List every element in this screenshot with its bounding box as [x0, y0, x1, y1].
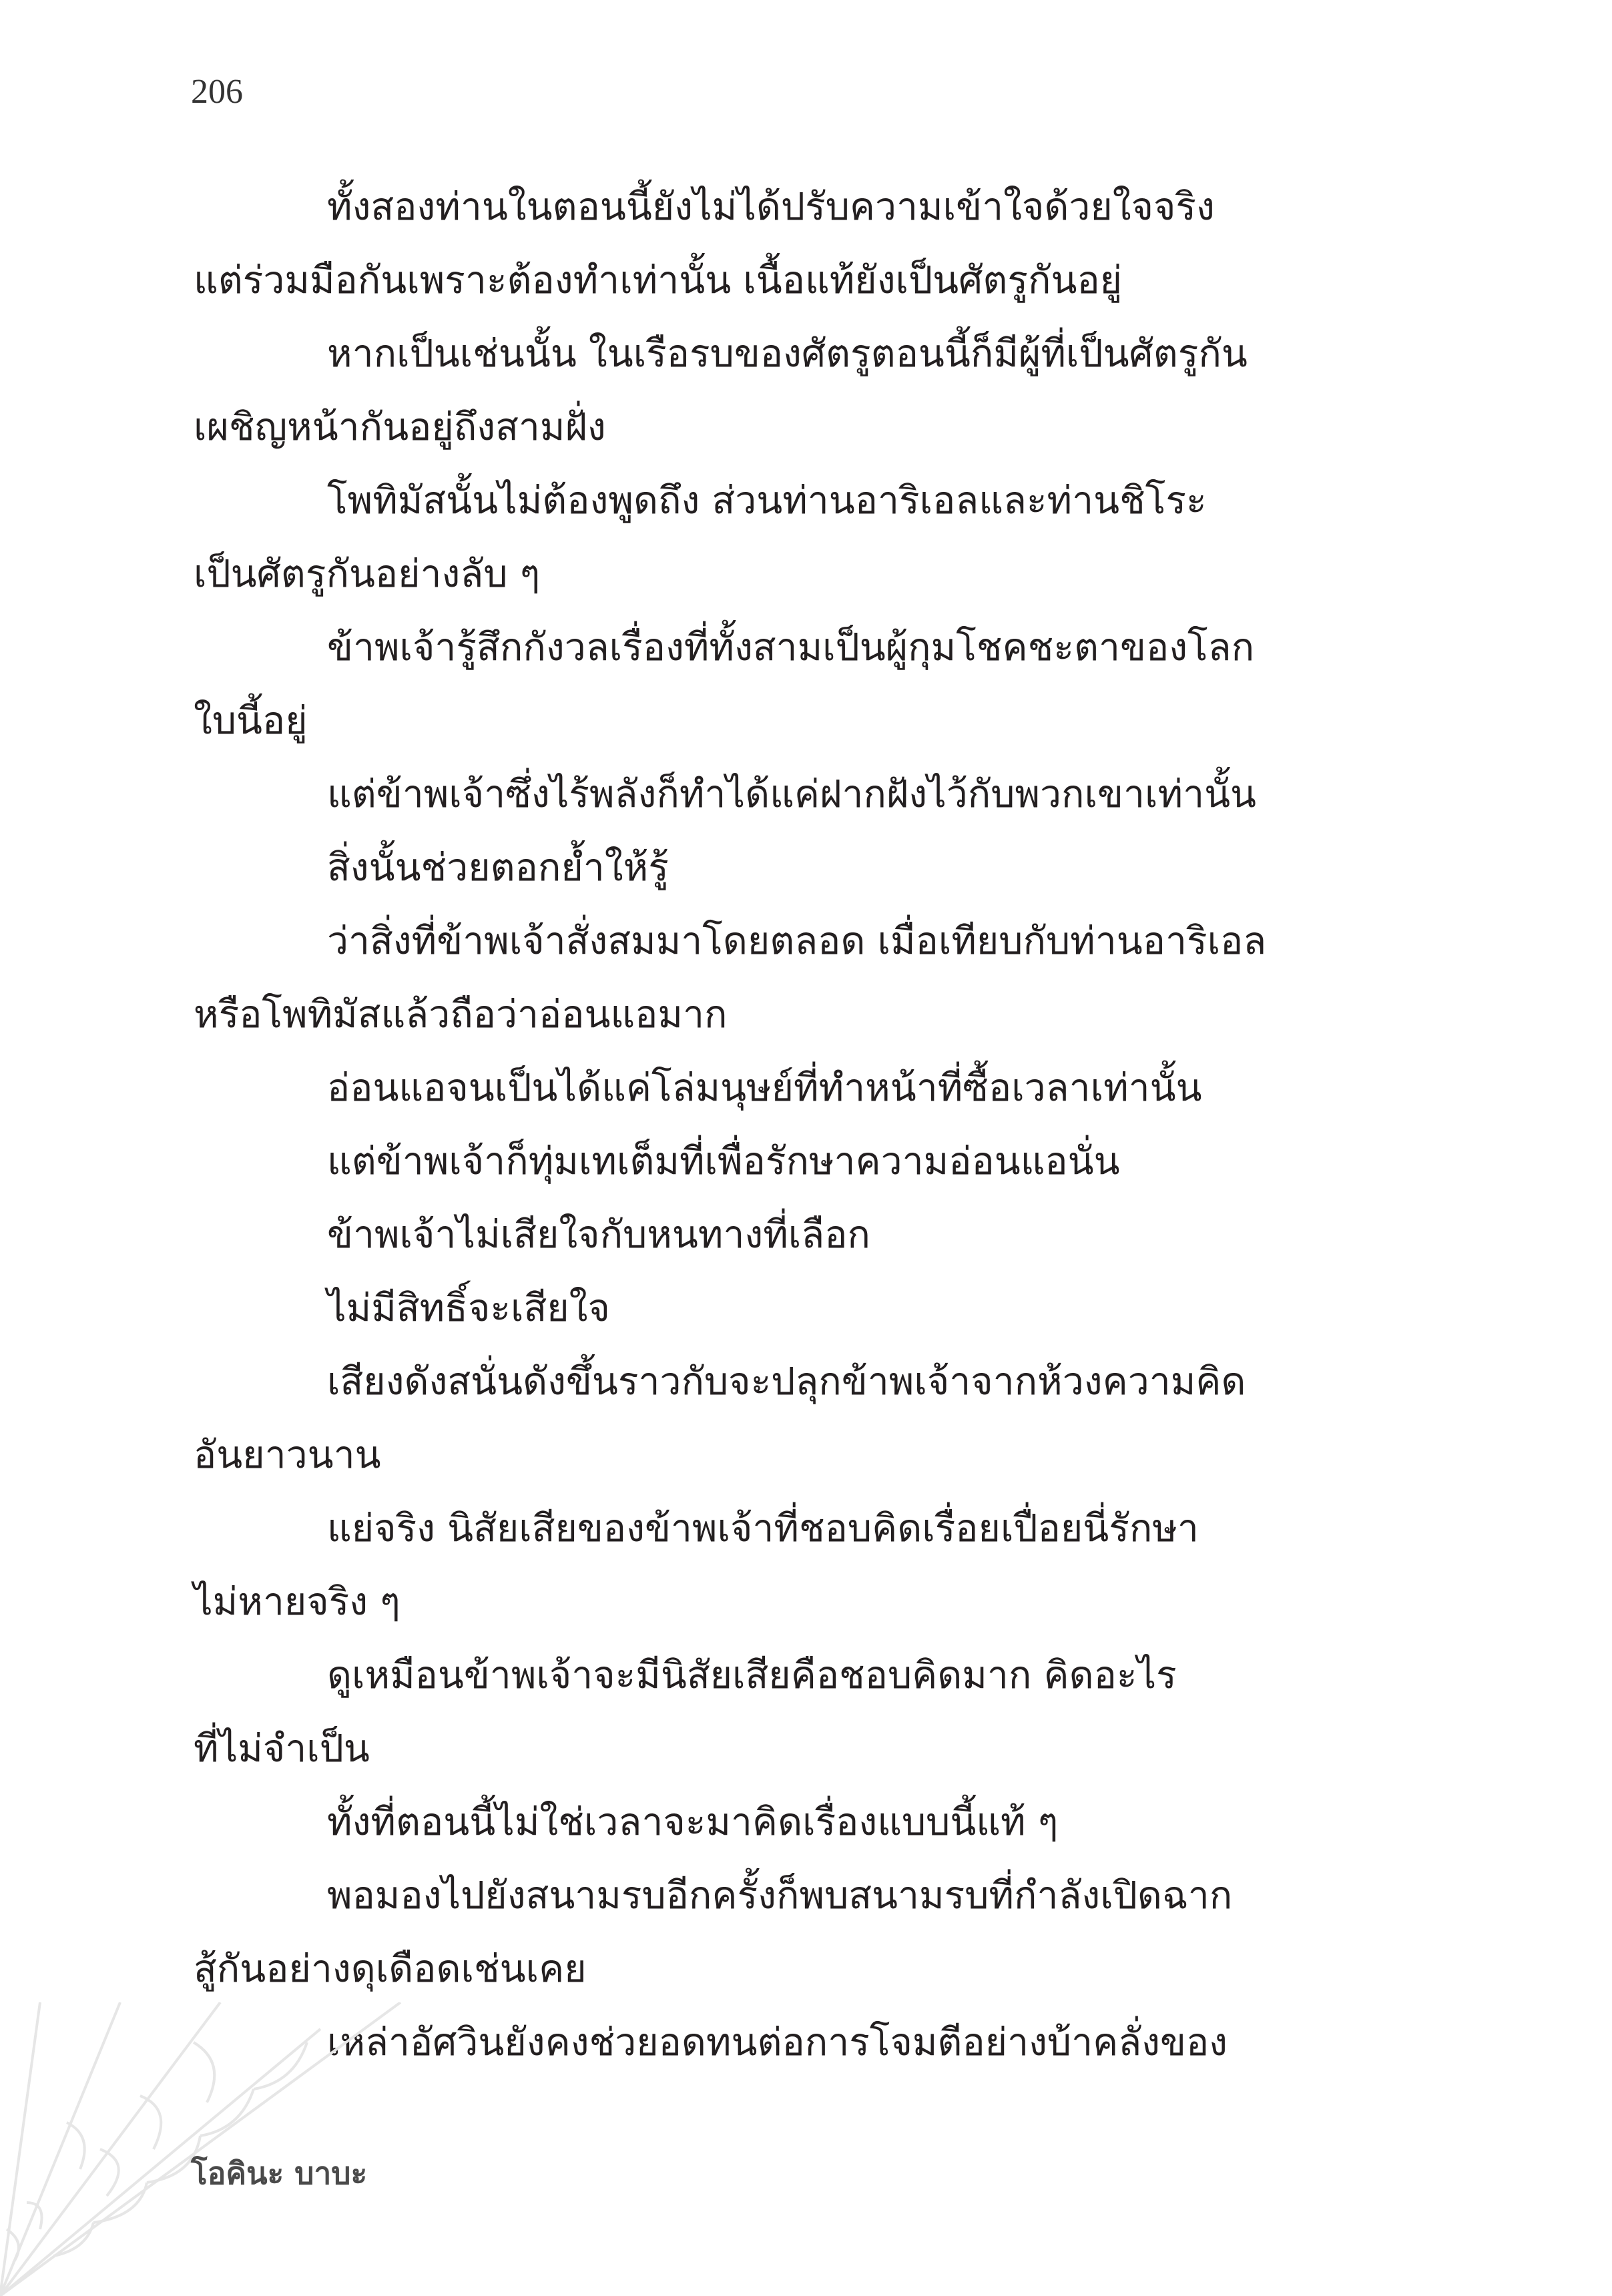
text-line: แต่ร่วมมือกันเพราะต้องทำเท่านั้น เนื้อแท้ยังเป็นศัตรูกันอยู่: [194, 258, 1123, 302]
text-line: ใบนี้อยู่: [194, 699, 308, 743]
spider-web-decoration: [0, 2002, 427, 2296]
text-line: ดูเหมือนข้าพเจ้าจะมีนิสัยเสียคือชอบคิดมาก คิดอะไร: [327, 1653, 1177, 1697]
text-line: เหล่าอัศวินยังคงช่วยอดทนต่อการโจมตีอย่างบ้าคลั่งของ: [327, 2020, 1228, 2064]
text-line: ว่าสิ่งที่ข้าพเจ้าสั่งสมมาโดยตลอด เมื่อเทียบกับท่านอาริเอล: [327, 919, 1267, 963]
text-line: เผชิญหน้ากันอยู่ถึงสามฝั่ง: [194, 405, 606, 449]
text-line: ไม่หายจริง ๆ: [194, 1580, 400, 1624]
page-number: 206: [191, 73, 243, 111]
text-line: เสียงดังสนั่นดังขึ้นราวกับจะปลุกข้าพเจ้าจากห้วงความคิด: [327, 1360, 1246, 1404]
text-line: ที่ไม่จำเป็น: [194, 1727, 370, 1771]
text-line: แต่ข้าพเจ้าซึ่งไร้พลังก็ทำได้แค่ฝากฝังไว้กับพวกเขาเท่านั้น: [327, 772, 1257, 816]
text-line: ข้าพเจ้ารู้สึกกังวลเรื่องที่ทั้งสามเป็นผู้กุมโชคชะตาของโลก: [327, 625, 1255, 669]
text-line: แต่ข้าพเจ้าก็ทุ่มเทเต็มที่เพื่อรักษาความอ่อนแอนั่น: [327, 1139, 1120, 1183]
text-line: สู้กันอย่างดุเดือดเช่นเคย: [194, 1947, 587, 1991]
author-name: โอคินะ บาบะ: [191, 2155, 368, 2191]
text-line: ทั้งสองท่านในตอนนี้ยังไม่ได้ปรับความเข้าใจด้วยใจจริง: [327, 185, 1215, 229]
text-line: เป็นศัตรูกันอย่างลับ ๆ: [194, 552, 541, 596]
text-line: หรือโพทิมัสแล้วถือว่าอ่อนแอมาก: [194, 992, 728, 1037]
text-line: ไม่มีสิทธิ์จะเสียใจ: [327, 1286, 610, 1330]
text-line: อ่อนแอจนเป็นได้แค่โล่มนุษย์ที่ทำหน้าที่ซื้อเวลาเท่านั้น: [327, 1066, 1202, 1110]
text-line: แย่จริง นิสัยเสียของข้าพเจ้าที่ชอบคิดเรื่อยเปื่อยนี่รักษา: [327, 1506, 1199, 1550]
text-line: อันยาวนาน: [194, 1433, 381, 1477]
text-line: หากเป็นเช่นนั้น ในเรือรบของศัตรูตอนนี้ก็มีผู้ที่เป็นศัตรูกัน: [327, 332, 1248, 376]
text-line: โพทิมัสนั้นไม่ต้องพูดถึง ส่วนท่านอาริเอลและท่านชิโระ: [327, 479, 1207, 523]
text-line: ข้าพเจ้าไม่เสียใจกับหนทางที่เลือก: [327, 1213, 870, 1257]
text-line: ทั้งที่ตอนนี้ไม่ใช่เวลาจะมาคิดเรื่องแบบนี้แท้ ๆ: [327, 1800, 1059, 1844]
text-line: พอมองไปยังสนามรบอีกครั้งก็พบสนามรบที่กำลังเปิดฉาก: [327, 1874, 1233, 1918]
text-line: สิ่งนั้นช่วยตอกย้ำให้รู้: [327, 846, 669, 890]
